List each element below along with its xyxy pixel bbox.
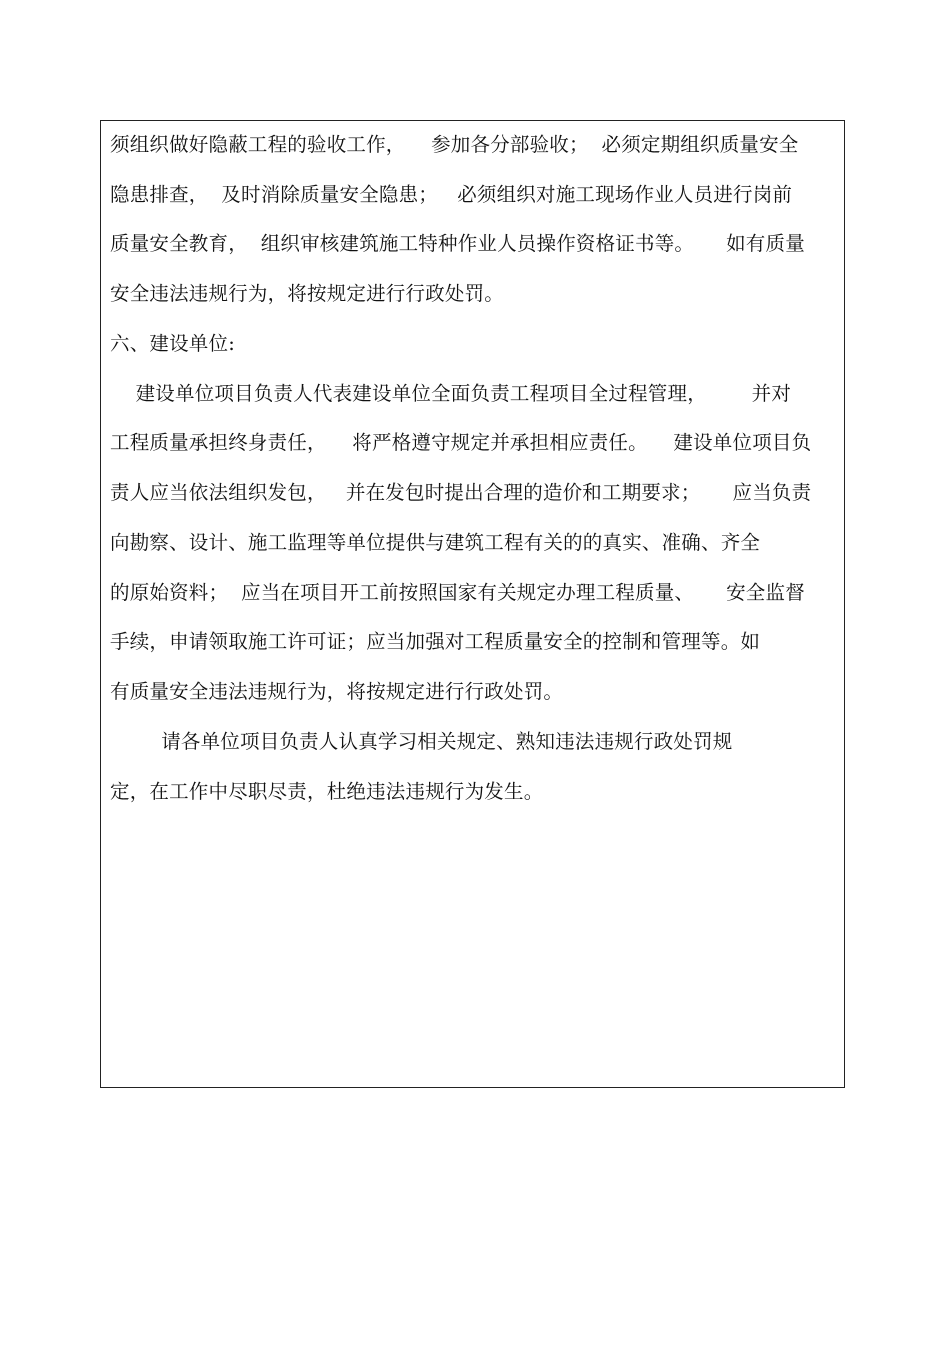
paragraph-line-1: 须组织做好隐蔽工程的验收工作， 参加各分部验收； 必须定期组织质量安全 [110,133,799,156]
paragraph-line-3: 质量安全教育， 组织审核建筑施工特种作业人员操作资格证书等。 如有质量 [110,232,805,255]
paragraph-line-7: 工程质量承担终身责任， 将严格遵守规定并承担相应责任。 建设单位项目负 [110,431,812,454]
paragraph-line-12: 有质量安全违法违规行为，将按规定进行行政处罚。 [110,680,564,703]
paragraph-line-2: 隐患排查， 及时消除质量安全隐患； 必须组织对施工现场作业人员进行岗前 [110,183,793,206]
content-frame [100,120,845,1088]
paragraph-line-6: 建设单位项目负责人代表建设单位全面负责工程项目全过程管理， 并对 [110,382,792,405]
section-heading: 六、建设单位: [110,332,235,355]
paragraph-line-8: 责人应当依法组织发包， 并在发包时提出合理的造价和工期要求； 应当负责 [110,481,812,504]
paragraph-line-9: 向勘察、设计、施工监理等单位提供与建筑工程有关的的真实、准确、齐全 [110,531,761,554]
paragraph-line-14: 定，在工作中尽职尽责，杜绝违法违规行为发生。 [110,780,544,803]
paragraph-line-4: 安全违法违规行为，将按规定进行行政处罚。 [110,282,505,305]
paragraph-line-13: 请各单位项目负责人认真学习相关规定、熟知违法违规行政处罚规 [110,730,733,753]
paragraph-line-10: 的原始资料； 应当在项目开工前按照国家有关规定办理工程质量、 安全监督 [110,581,805,604]
paragraph-line-11: 手续，申请领取施工许可证；应当加强对工程质量安全的控制和管理等。如 [110,630,761,653]
